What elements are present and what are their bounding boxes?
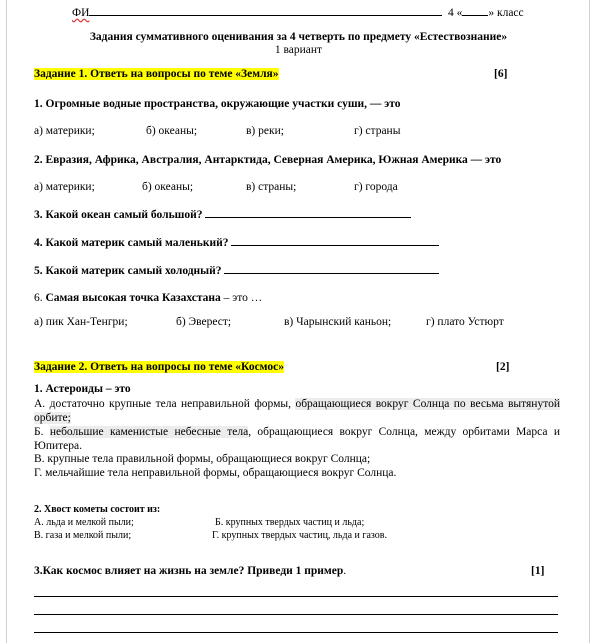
fio-line[interactable]: [89, 15, 442, 16]
t2-q1-option-c[interactable]: В. крупные тела правильной формы, обращающиеся вокруг Солнца;: [34, 453, 371, 465]
t1-q5: [34, 265, 439, 277]
t1-q4: [34, 237, 439, 249]
t1-q6-num: 6.: [34, 292, 43, 304]
t1-q1-option-c[interactable]: в) реки;: [246, 125, 284, 137]
t1-q3-answer-line[interactable]: [205, 217, 411, 218]
t2-q3-text: 3.Как космос влияет на жизнь на земле? Приведи 1 пример: [34, 565, 344, 577]
task1-score: [6]: [494, 68, 508, 80]
answer-line-2[interactable]: [34, 614, 558, 615]
t1-q6-option-b[interactable]: б) Эверест;: [176, 316, 232, 328]
answer-line-3[interactable]: [34, 632, 558, 633]
t2-q1-b-plain1: Б.: [34, 426, 50, 438]
t2-q1-option-d[interactable]: Г. мельчайшие тела неправильной формы, обращающиеся вокруг Солнца.: [34, 467, 397, 479]
t1-q2-text: 2. Евразия, Африка, Австралия, Антарктида, Северная Америка, Южная Америка — это: [34, 154, 502, 166]
t2-q1-option-a[interactable]: [34, 397, 560, 425]
t1-q1-option-b[interactable]: б) океаны;: [146, 125, 198, 137]
t1-q6-main: Самая высокая точка Казахстана: [45, 292, 221, 304]
t2-q3-dot: .: [343, 565, 347, 577]
t1-q3-text: 3. Какой океан самый большой?: [34, 209, 203, 221]
task1-title: [34, 68, 279, 80]
fio-label: ФИ: [72, 7, 90, 19]
class-prefix: 4 «: [448, 7, 463, 19]
t1-q2-option-c[interactable]: в) страны;: [246, 181, 297, 193]
class-row: [448, 7, 524, 19]
t1-q4-text: 4. Какой материк самый маленький?: [34, 237, 229, 249]
fio-row: [72, 7, 442, 19]
t2-q2-option-c[interactable]: В. газа и мелкой пыли;: [34, 530, 132, 541]
class-line[interactable]: [462, 15, 488, 16]
t1-q4-answer-line[interactable]: [231, 245, 439, 246]
t1-q1-option-d[interactable]: г) страны: [354, 125, 401, 137]
answer-line-1[interactable]: [34, 596, 558, 597]
document-title: Задания суммативного оценивания за 4 четверть по предмету «Естествознание»: [89, 31, 508, 43]
t2-q1-b-plain2: , обращающиеся вокруг Солнца, между орбитами Марса и Юпитера.: [34, 426, 560, 452]
t1-q5-text: 5. Какой материк самый холодный?: [34, 265, 222, 277]
t2-q1-option-b[interactable]: [34, 425, 560, 453]
task1-title-text: Задание 1. Ответь на вопросы по теме «Земля»: [34, 68, 279, 80]
t1-q5-answer-line[interactable]: [224, 273, 439, 274]
t2-q3-score: [1]: [531, 565, 545, 577]
t1-q2-option-a[interactable]: а) материки;: [34, 181, 95, 193]
t1-q6-option-c[interactable]: в) Чарынский каньон;: [284, 316, 392, 328]
t1-q6-tail: – это …: [223, 292, 263, 304]
t1-q2-option-d[interactable]: г) города: [354, 181, 398, 193]
class-suffix: » класс: [488, 7, 524, 19]
t2-q1-b-gray: небольшие каменистые небесные тела: [49, 426, 249, 438]
t2-q3: [34, 565, 346, 577]
t2-q2-option-a[interactable]: А. льда и мелкой пыли;: [34, 517, 134, 528]
t2-q2-option-b[interactable]: Б. крупных твердых частиц и льда;: [215, 517, 365, 528]
t1-q1-text: 1. Огромные водные пространства, окружающие участки суши, — это: [34, 98, 401, 110]
t1-q2-option-b[interactable]: б) океаны;: [142, 181, 194, 193]
task2-title-text: Задание 2. Ответь на вопросы по теме «Космос»: [34, 361, 284, 373]
t1-q6-option-a[interactable]: а) пик Хан-Тенгри;: [34, 316, 128, 328]
t1-q1-option-a[interactable]: а) материки;: [34, 125, 95, 137]
t2-q1-text: 1. Астероиды – это: [34, 383, 131, 395]
t2-q1-a-gray: обращающиеся вокруг Солнца по весьма вытянутой орбите;: [34, 398, 560, 424]
variant-label: 1 вариант: [274, 44, 323, 56]
task2-score: [2]: [496, 361, 510, 373]
t1-q3: [34, 209, 411, 221]
t2-q2-text: 2. Хвост кометы состоит из:: [34, 504, 161, 515]
task2-title: [34, 361, 284, 373]
t2-q1-a-plain: А. достаточно крупные тела неправильной формы,: [34, 398, 296, 410]
t1-q6-option-d[interactable]: г) плато Устюрт: [426, 316, 504, 328]
t1-q6-text: [34, 292, 262, 304]
t2-q2-option-d[interactable]: Г. крупных твердых частиц, льда и газов.: [212, 530, 388, 541]
